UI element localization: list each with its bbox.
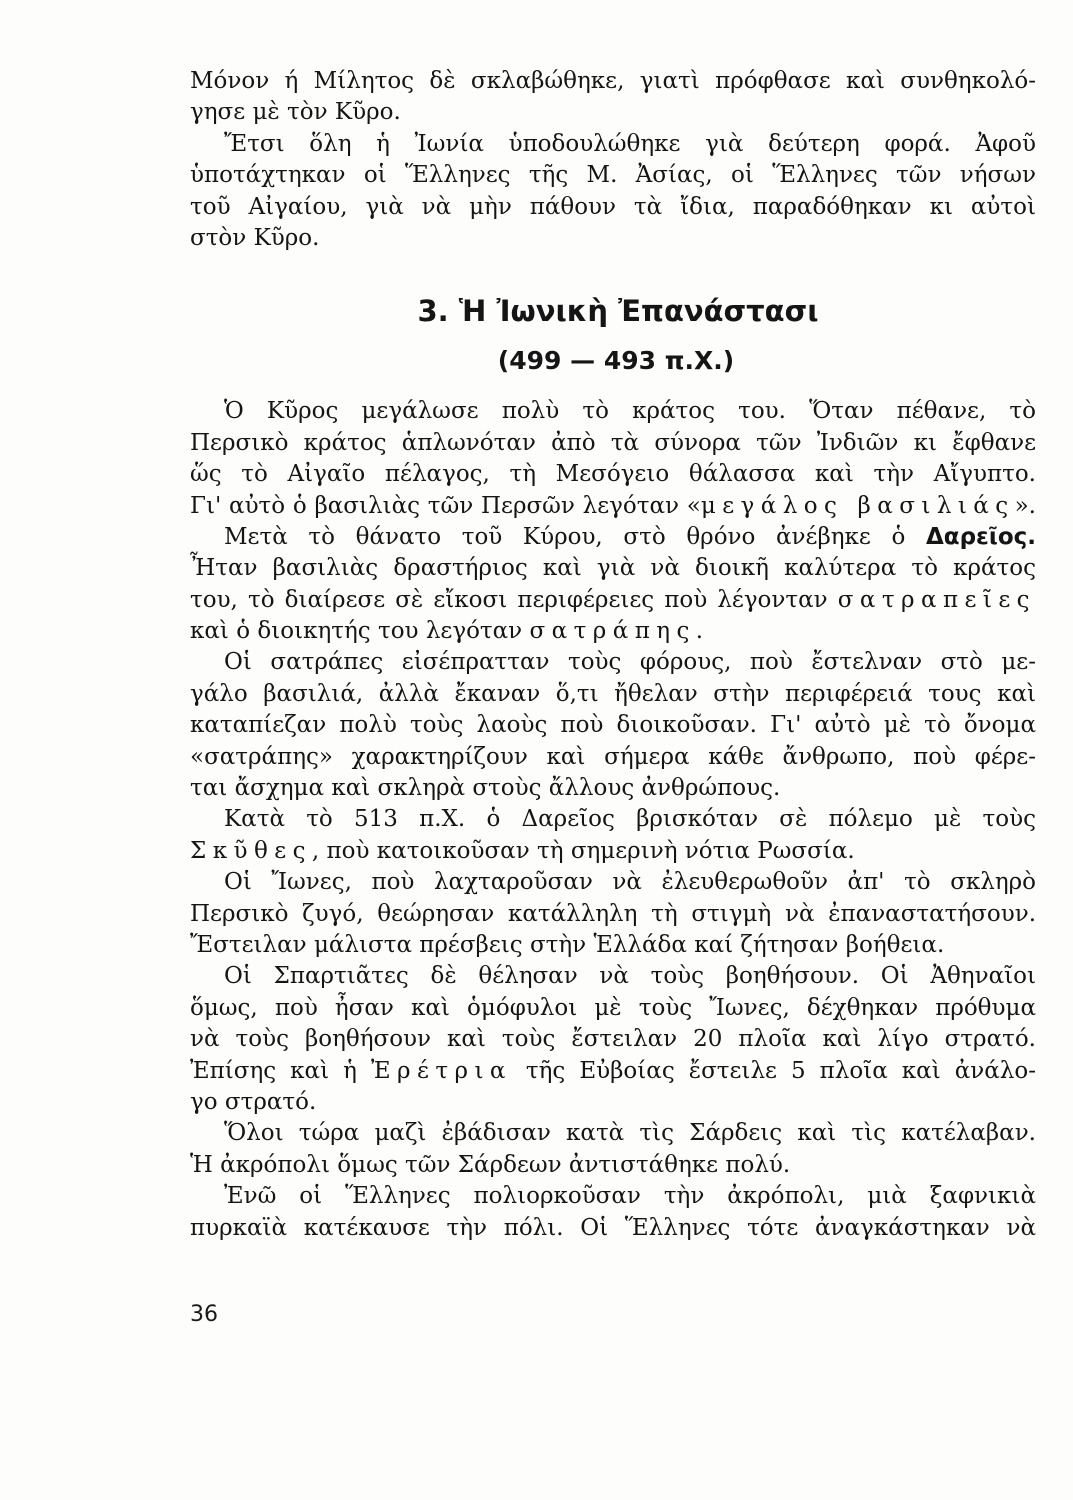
text-line	[190, 710, 1036, 741]
text-segment: Ἦταν βασιλιὰς δραστήριος καὶ γιὰ νὰ διοικῆ καλύτερα τὸ κράτος	[190, 555, 1036, 582]
bold-name-dareios: Δαρεῖος.	[925, 523, 1036, 550]
emphasized-term: Ἐρέτρια	[370, 1057, 512, 1084]
text-segment: ται ἄσχημα καὶ σκληρὰ στοὺς ἄλλους ἀνθρώπους.	[190, 775, 781, 802]
text-segment: ὥς τὸ Αἰγαῖο πέλαγος, τὴ Μεσόγειο θάλασσα καὶ τὴν Αἴγυπτο.	[190, 461, 1036, 488]
text-segment: Ὁ Κῦρος μεγάλωσε πολὺ τὸ κράτος του. Ὅταν πέθανε, τὸ	[224, 398, 1036, 425]
text-line	[190, 679, 1036, 710]
text-segment: γάλο βασιλιά, ἀλλὰ ἔκαναν ὅ,τι ἤθελαν στὴν περιφέρειά τους καὶ	[190, 680, 1036, 707]
text-line	[190, 66, 1036, 97]
emphasized-term: σατραπεῖες	[837, 586, 1036, 613]
text-line	[190, 804, 1036, 835]
text-segment: Περσικὸ κράτος ἁπλωνόταν ἀπὸ τὰ σύνορα τῶν Ἰνδιῶν κι ἔφθανε	[190, 429, 1036, 456]
text-line	[190, 459, 1036, 490]
text-segment: ὑποτάχτηκαν οἱ Ἕλληνες τῆς Μ. Ἀσίας, οἱ Ἕλληνες τῶν νήσων	[190, 162, 1036, 189]
text-line	[190, 97, 1036, 128]
text-line	[190, 428, 1036, 459]
text-line	[190, 129, 1036, 160]
text-line	[190, 1087, 1036, 1118]
text-segment: Οἱ σατράπες εἰσέπρατταν τοὺς φόρους, ποὺ ἔστελναν στὸ με-	[224, 649, 1036, 676]
text-line	[190, 930, 1036, 961]
text-segment: γησε μὲ τὸν Κῦρο.	[190, 99, 401, 126]
text-line	[190, 836, 1036, 867]
text-segment: ὅμως, ποὺ ἦσαν καὶ ὁμόφυλοι μὲ τοὺς Ἴωνες, δέχθηκαν πρόθυμα	[190, 994, 1036, 1021]
text-line	[190, 396, 1036, 427]
text-segment: Μόνον ή Μίλητος δὲ σκλαβώθηκε, γιατὶ πρόφθασε καὶ συνθηκολό-	[190, 68, 1036, 94]
section-title: 3. Ἡ Ἰωνικὴ Ἐπανάστασι	[417, 294, 819, 329]
text-line	[190, 522, 1036, 553]
text-line	[190, 223, 1036, 254]
text-line	[190, 616, 1036, 647]
text-segment: πυρκαϊὰ κατέκαυσε τὴν πόλι. Οἱ Ἕλληνες τότε ἀναγκάστηκαν νὰ	[190, 1214, 1036, 1241]
page-number: 36	[190, 1302, 218, 1327]
text-segment: Ἔστειλαν μάλιστα πρέσβεις στὴν Ἑλλάδα καί ζήτησαν βοήθεια.	[190, 931, 945, 958]
text-line	[190, 1213, 1036, 1244]
text-line	[190, 1181, 1036, 1212]
text-line	[190, 553, 1036, 584]
text-line	[190, 773, 1036, 804]
text-segment: στὸν Κῦρο.	[190, 224, 320, 251]
text-segment: Κατὰ τὸ 513 π.Χ. ὁ Δαρεῖος βρισκόταν σὲ πόλεμο μὲ τοὺς	[224, 806, 1036, 833]
text-line	[190, 491, 1036, 522]
text-line	[190, 1024, 1036, 1055]
text-segment: γο στρατό.	[190, 1088, 317, 1115]
text-segment: Μετὰ τὸ θάνατο τοῦ Κύρου, στὸ θρόνο ἀνέβηκε ὁ	[224, 523, 926, 550]
text-segment: «σατράπης» χαρακτηρίζουν καὶ σήμερα κάθε ἄνθρωπο, ποὺ φέρε-	[190, 743, 1036, 770]
text-segment: τοῦ Αἰγαίου, γιὰ νὰ μὴν πάθουν τὰ ἴδια, παραδόθηκαν κι αὐτοὶ	[190, 193, 1036, 220]
text-segment: Περσικὸ ζυγό, θεώρησαν κατάλληλη τὴ στιγμὴ νὰ ἐπαναστατήσουν.	[190, 900, 1036, 927]
text-segment: Ὅλοι τώρα μαζὶ ἐβάδισαν κατὰ τὶς Σάρδεις καὶ τὶς κατέλαβαν.	[224, 1120, 1036, 1147]
text-segment: καὶ ὁ διοικητής του λεγόταν	[190, 618, 530, 645]
text-line	[190, 192, 1036, 223]
text-line	[190, 993, 1036, 1024]
text-segment: Ἡ ἀκρόπολι ὅμως τῶν Σάρδεων ἀντιστάθηκε πολύ.	[190, 1151, 791, 1178]
section-dates: (499 — 493 π.Χ.)	[497, 346, 735, 376]
text-segment: Γι' αὐτὸ ὁ βασιλιὰς τῶν Περσῶν λεγόταν «	[190, 492, 701, 519]
emphasized-term: μεγάλος βασιλιάς	[700, 492, 1015, 519]
text-segment: καταπίεζαν πολὺ τοὺς λαοὺς ποὺ διοικοῦσαν. Γι' αὐτὸ μὲ τὸ ὄνομα	[190, 712, 1036, 739]
text-segment: Οἱ Ἴωνες, ποὺ λαχταροῦσαν νὰ ἐλευθερωθοῦν ἀπ' τὸ σκληρὸ	[224, 869, 1036, 896]
text-line	[190, 961, 1036, 992]
text-segment: ».	[1014, 492, 1036, 519]
text-segment: νὰ τοὺς βοηθήσουν καὶ τοὺς ἔστειλαν 20 πλοῖα καὶ λίγο στρατό.	[190, 1026, 1036, 1053]
text-line	[190, 585, 1036, 616]
text-line	[190, 742, 1036, 773]
text-segment: του, τὸ διαίρεσε σὲ εἴκοσι περιφέρειες ποὺ λέγονταν	[190, 586, 838, 613]
text-line	[190, 1118, 1036, 1149]
text-segment: Οἱ Σπαρτιᾶτες δὲ θέλησαν νὰ τοὺς βοηθήσουν. Οἱ Ἀθηναῖοι	[224, 963, 1036, 990]
page-text	[190, 66, 1036, 1244]
text-line	[190, 647, 1036, 678]
text-segment: Ἐπίσης καὶ ἡ	[190, 1057, 371, 1084]
text-line	[190, 1150, 1036, 1181]
text-segment: Ἐνῶ οἱ Ἕλληνες πολιορκοῦσαν τὴν ἀκρόπολι, μιὰ ξαφνικιὰ	[224, 1183, 1036, 1210]
text-line	[190, 160, 1036, 191]
text-line	[190, 899, 1036, 930]
text-segment: , ποὺ κατοικοῦσαν τὴ σημερινὴ νότια Ρωσσία.	[311, 837, 855, 864]
text-line	[190, 867, 1036, 898]
text-segment: .	[695, 618, 704, 645]
emphasized-term: σατράπης	[529, 618, 696, 645]
text-segment: τῆς Εὐβοίας ἔστειλε 5 πλοῖα καὶ ἀνάλο-	[511, 1057, 1036, 1084]
text-segment: Ἔτσι ὅλη ἡ Ἰωνία ὑποδουλώθηκε γιὰ δεύτερη φορά. Ἀφοῦ	[224, 130, 1036, 157]
text-line	[190, 1056, 1036, 1087]
emphasized-term: Σκῦθες	[190, 837, 312, 864]
